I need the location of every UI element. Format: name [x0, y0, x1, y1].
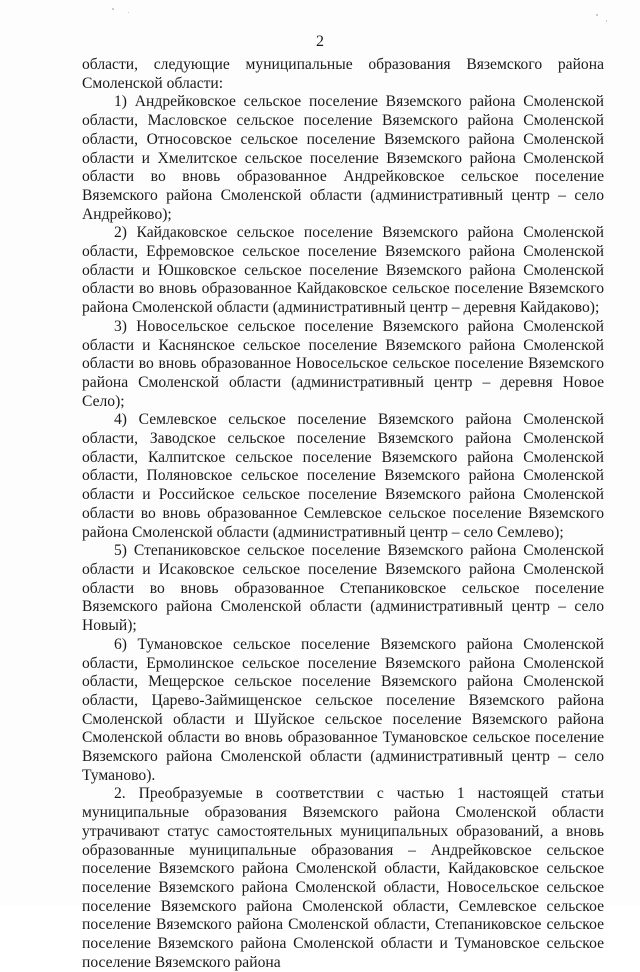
scan-speck	[112, 8, 114, 10]
scan-speck	[606, 20, 607, 22]
paragraph-item-4: 4) Семлевское сельское поселение Вяземского района Смоленской области, Заводское сельское поселение Вяземского района Смоленской области, Калпитское сельское поселение Вяземского района Смоленской области, Поляновское сельское поселение Вяземского района Смоленской области и Российское сельское поселение Вяземского района Смоленской области во вновь образованное Семлевское сельское поселение Вяземского района Смоленской области (административный центр – село Семлево);	[82, 411, 604, 541]
scan-speck	[596, 14, 598, 16]
paragraph-part-2: 2. Преобразуемые в соответствии с частью 1 настоящей статьи муниципальные образования Вяземского района Смоленской области утрачивают статус самостоятельных муниципальных образований, а вновь образованные муниципальные образования – Андрейковское сельское поселение Вяземского района Смоленской области, Кайдаковское сельское поселение Вяземского района Смоленской области, Новосельское сельское поселение Вяземского района Смоленской области, Семлевское сельское поселение Вяземского района Смоленской области, Степаниковское сельское поселение Вяземского района Смоленской области и Тумановское сельское поселение Вяземского района	[82, 785, 604, 971]
paragraph-item-5: 5) Степаниковское сельское поселение Вяземского района Смоленской области и Исаковское сельское поселение Вяземского района Смоленской области во вновь образованное Степаниковское сельское поселение Вяземского района Смоленской области (административный центр – село Новый);	[82, 542, 604, 635]
paragraph-item-2: 2) Кайдаковское сельское поселение Вяземского района Смоленской области, Ефремовское сельское поселение Вяземского района Смоленской области и Юшковское сельское поселение Вяземского района Смоленской области во вновь образованное Кайдаковское сельское поселение Вяземского района Смоленской области (административный центр – деревня Кайдаково);	[82, 224, 604, 317]
paragraph-item-6: 6) Тумановское сельское поселение Вяземского района Смоленской области, Ермолинское сельское поселение Вяземского района Смоленской области, Мещерское сельское поселение Вяземского района Смоленской области, Царево-Займищенское сельское поселение Вяземского района Смоленской области и Шуйское сельское поселение Вяземского района Смоленской области во вновь образованное Тумановское сельское поселение Вяземского района Смоленской области (административный центр – село Туманово).	[82, 635, 604, 784]
paragraph-continuation: области, следующие муниципальные образования Вяземского района Смоленской области:	[82, 56, 604, 92]
page-number: 2	[316, 33, 324, 50]
scan-speck	[128, 12, 129, 13]
paragraph-item-3: 3) Новосельское сельское поселение Вяземского района Смоленской области и Каснянское сельское поселение Вяземского района Смоленской области во вновь образованное Новосельское сельское поселение Вяземского района Смоленской области (административный центр – деревня Новое Село);	[82, 317, 604, 410]
paragraph-item-1: 1) Андрейковское сельское поселение Вяземского района Смоленской области, Масловское сельское поселение Вяземского района Смоленской области, Относовское сельское поселение Вяземского района Смоленской области и Хмелитское сельское поселение Вяземского района Смоленской области во вновь образованное Андрейковское сельское поселение Вяземского района Смоленской области (административный центр – село Андрейково);	[82, 93, 604, 223]
document-body	[82, 56, 604, 972]
